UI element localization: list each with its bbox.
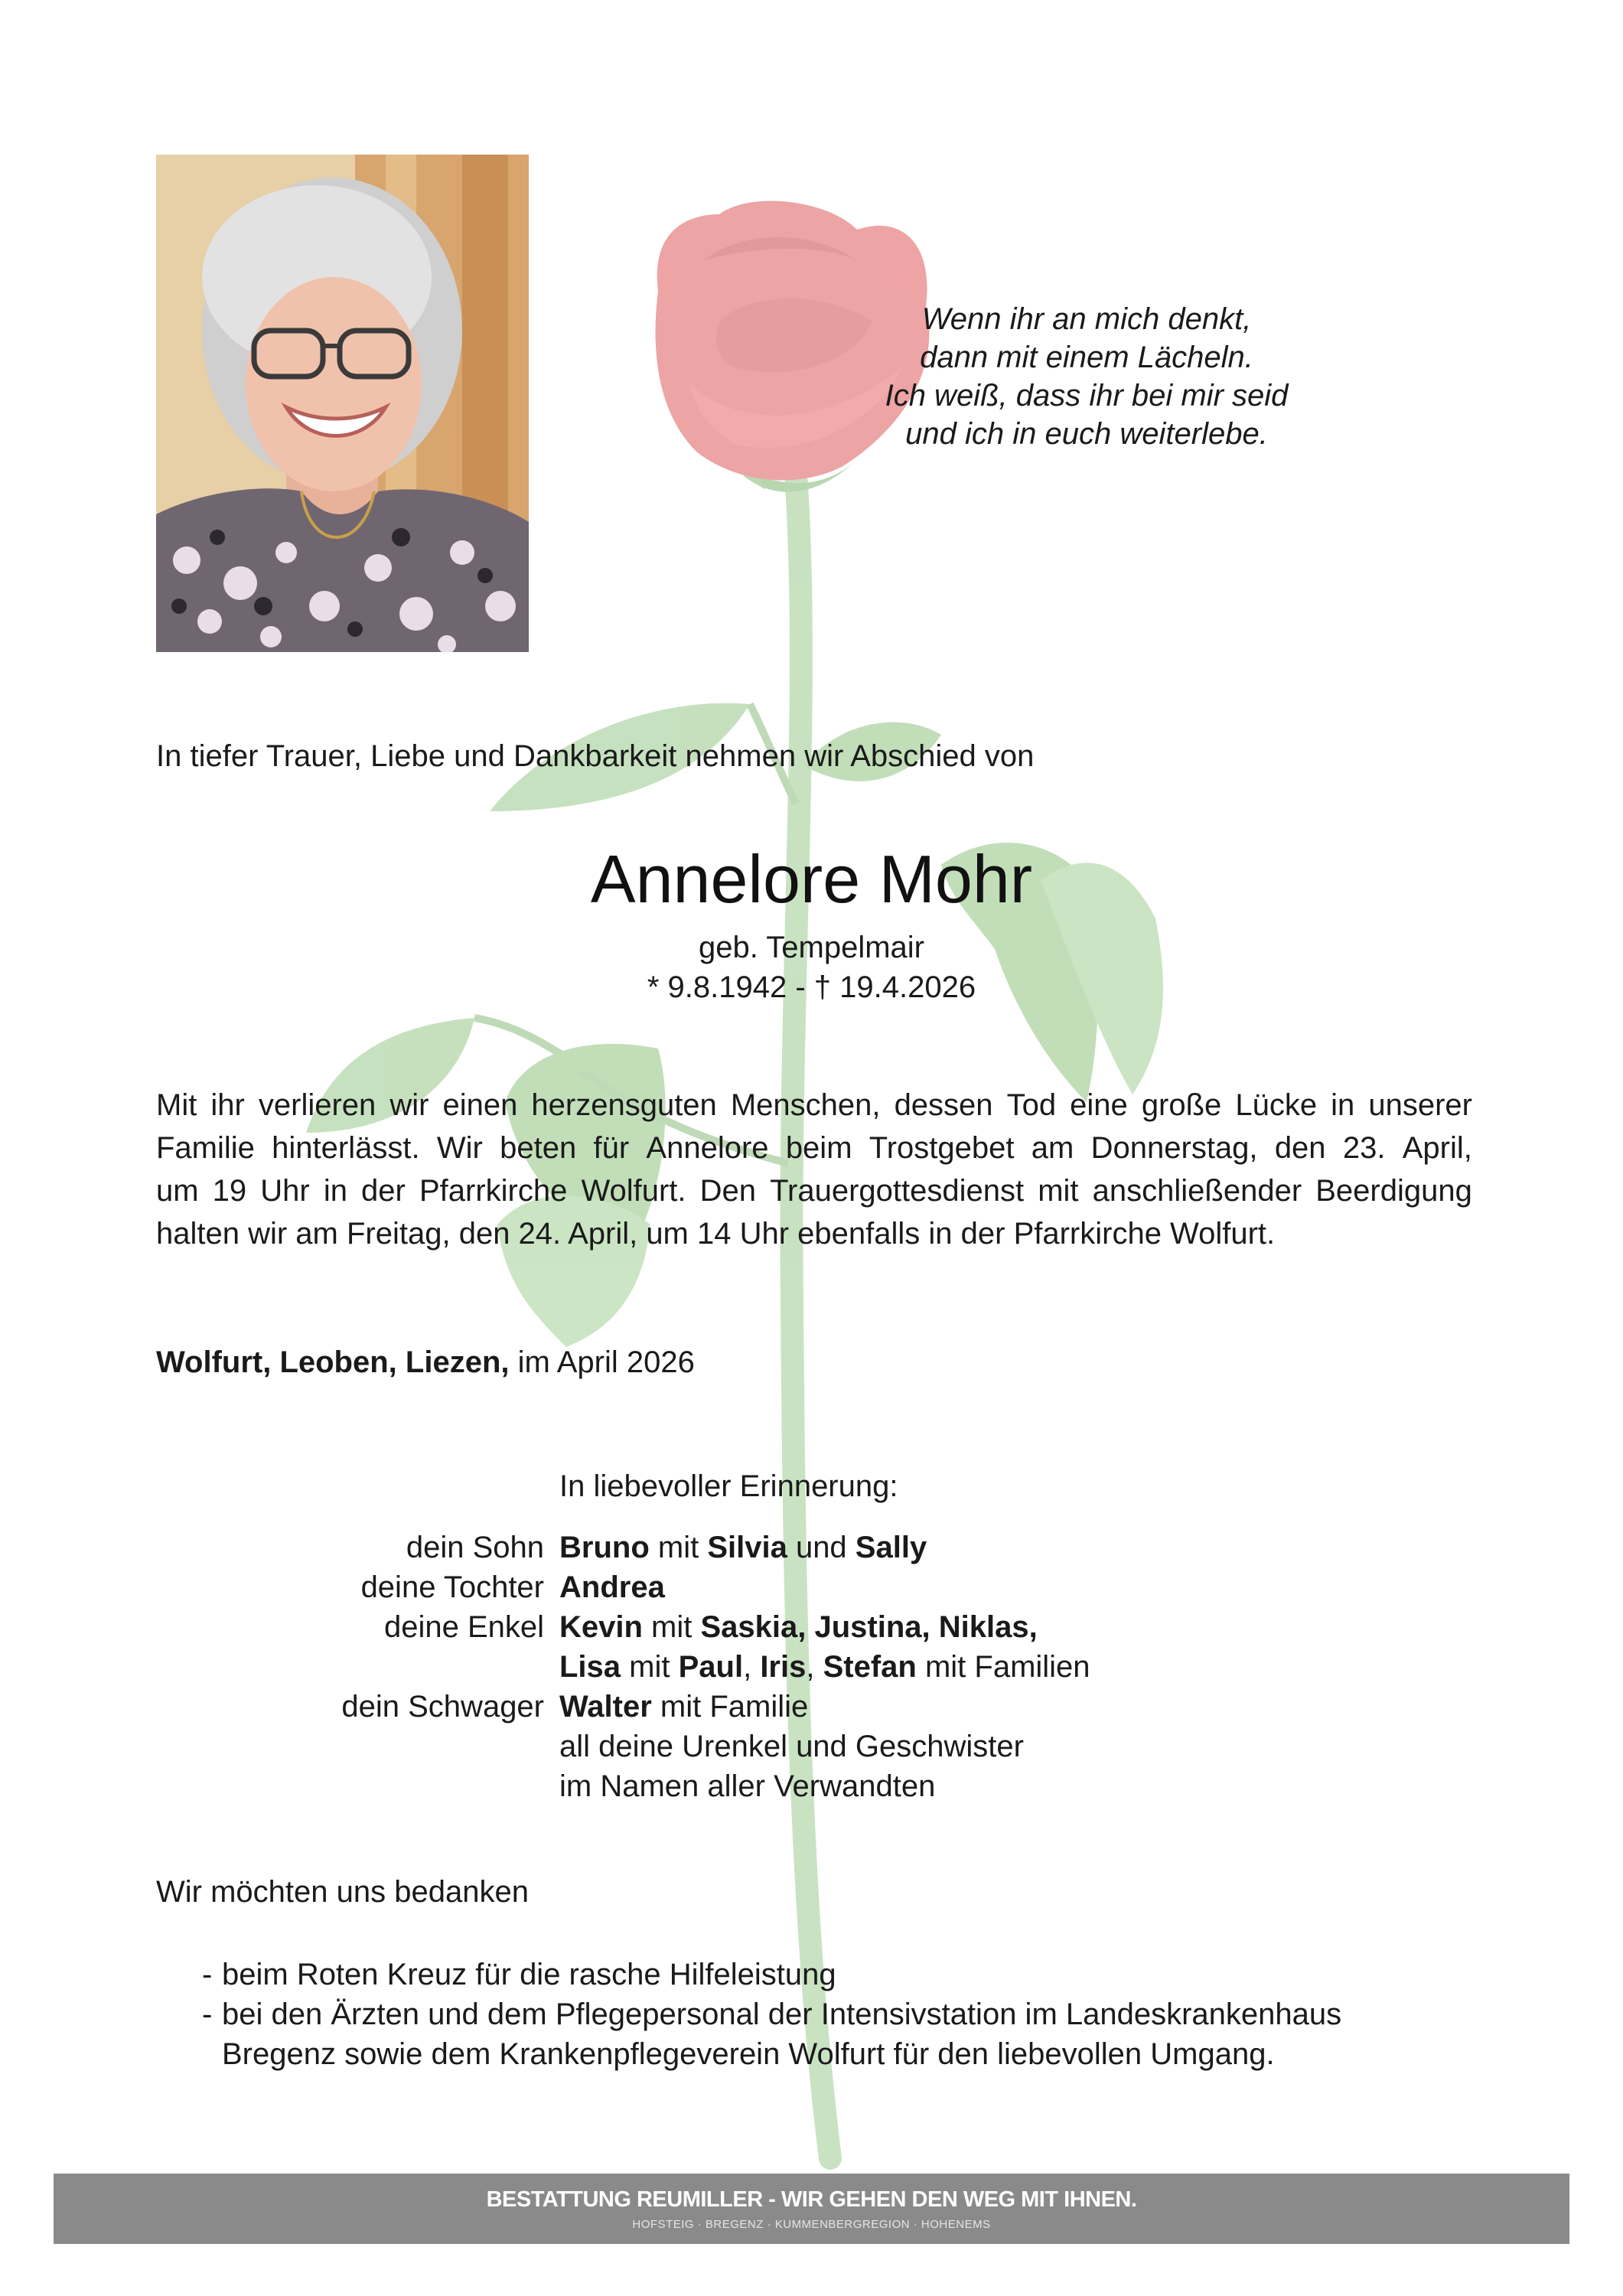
word: 19: [212, 1174, 247, 1208]
thanks-title: Wir möchten uns bedanken: [156, 1875, 529, 1909]
family-row-others: [0, 1730, 1623, 1769]
relation-label: dein Sohn: [406, 1531, 544, 1564]
footer-slogan: BESTATTUNG REUMILLER - WIR GEHEN DEN WEG MIT IHNEN.: [486, 2187, 1137, 2212]
life-dates: * 9.8.1942 - † 19.4.2026: [647, 970, 976, 1004]
place-and-date: [156, 1345, 695, 1380]
word: dessen: [894, 1088, 993, 1122]
relation-label: deine Tochter: [360, 1570, 544, 1604]
word: in: [1331, 1088, 1355, 1122]
poem: [826, 300, 1347, 453]
word: eine: [1070, 1088, 1128, 1122]
list-dash: -: [202, 1998, 213, 2031]
announcement-text: [156, 1084, 1472, 1255]
family-names: Lisa mit Paul, Iris, Stefan mit Familien: [559, 1650, 1090, 1684]
word: einen: [442, 1088, 518, 1122]
family-names: Bruno mit Silvia und Sally: [559, 1531, 927, 1564]
word: herzensguten: [531, 1088, 717, 1122]
deceased-name: Annelore Mohr: [590, 841, 1033, 917]
word: für: [593, 1131, 630, 1165]
poem-line: und ich in euch weiterlebe.: [905, 417, 1268, 451]
word: Lücke: [1235, 1088, 1318, 1122]
word: am: [1031, 1131, 1074, 1165]
word: Menschen,: [730, 1088, 881, 1122]
thanks-item: - beim Roten Kreuz für die rasche Hilfeleistung: [202, 1955, 1341, 1994]
funeral-home-footer: [54, 2174, 1569, 2244]
word: verlieren: [258, 1088, 376, 1122]
word: Pfarrkirche: [419, 1174, 568, 1208]
word: in: [323, 1174, 347, 1208]
family-names: Andrea: [559, 1570, 665, 1604]
place-date: im April 2026: [509, 1345, 695, 1379]
word: der: [361, 1174, 406, 1208]
word: beten: [500, 1131, 577, 1165]
places: Wolfurt, Leoben, Liezen,: [156, 1345, 510, 1379]
word: mit: [1038, 1174, 1079, 1208]
word: um: [156, 1174, 199, 1208]
word: beim: [785, 1131, 852, 1165]
family-names: Walter mit Familie: [559, 1690, 809, 1724]
word: Uhr: [260, 1174, 310, 1208]
word: 23.: [1342, 1131, 1386, 1165]
family-names: im Namen aller Verwandten: [559, 1769, 936, 1803]
word: Tod: [1006, 1088, 1057, 1122]
word: Den: [699, 1174, 756, 1208]
family-row-grandchildren-2: [0, 1650, 1623, 1690]
memory-title: In liebevoller Erinnerung:: [559, 1469, 898, 1503]
family-row-grandchildren: [0, 1610, 1623, 1650]
family-names: Kevin mit Saskia, Justina, Niklas,: [559, 1610, 1038, 1644]
announcement-line: [156, 1084, 1472, 1127]
word: Familie: [156, 1131, 255, 1165]
family-row-daughter: [0, 1570, 1623, 1610]
footer-locations: HOFSTEIG · BREGENZ · KUMMENBERGREGION · HOHENEMS: [632, 2218, 991, 2231]
maiden-name: geb. Tempelmair: [699, 931, 924, 964]
relation-label: dein Schwager: [341, 1690, 544, 1724]
thanks-item: - bei den Ärzten und dem Pflegepersonal der Intensivstation im Landeskrankenhaus: [202, 1994, 1341, 2034]
family-row-brother-in-law: [0, 1690, 1623, 1730]
word: Wolfurt.: [581, 1174, 686, 1208]
word: den: [1274, 1131, 1326, 1165]
word: Donnerstag,: [1090, 1131, 1258, 1165]
word: Beerdigung: [1315, 1174, 1472, 1208]
family-row-relatives: [0, 1769, 1623, 1809]
word: Mit: [156, 1088, 197, 1122]
announcement-line: [156, 1169, 1472, 1212]
announcement-line: [156, 1127, 1472, 1169]
word: große: [1141, 1088, 1222, 1122]
intro-text: In tiefer Trauer, Liebe und Dankbarkeit nehmen wir Abschied von: [156, 739, 1035, 773]
thanks-item-continued: Bregenz sowie dem Krankenpflegeverein Wolfurt für den liebevollen Umgang.: [222, 2037, 1275, 2071]
word: Trauergottesdienst: [770, 1174, 1025, 1208]
relation-label: deine Enkel: [383, 1610, 544, 1644]
poem-line: dann mit einem Lächeln.: [920, 341, 1253, 374]
word: ihr: [210, 1088, 245, 1122]
word: anschließender: [1092, 1174, 1302, 1208]
word: hinterlässt.: [272, 1131, 420, 1165]
thanks-list: [202, 1955, 1341, 2074]
word: unserer: [1368, 1088, 1472, 1122]
family-names: all deine Urenkel und Geschwister: [559, 1730, 1024, 1763]
word: wir: [389, 1088, 429, 1122]
word: Annelore: [646, 1131, 769, 1165]
poem-line: Wenn ihr an mich denkt,: [921, 302, 1252, 336]
announcement-line: halten wir am Freitag, den 24. April, um 14 Uhr ebenfalls in der Pfarrkirche Wolfurt.: [156, 1217, 1276, 1251]
word: Wir: [436, 1131, 483, 1165]
poem-line: Ich weiß, dass ihr bei mir seid: [885, 379, 1289, 413]
word: Trostgebet: [869, 1131, 1015, 1165]
family-row-son: [0, 1531, 1623, 1570]
portrait-photo: [156, 155, 529, 652]
word: April,: [1402, 1131, 1472, 1165]
list-dash: -: [202, 1958, 213, 1991]
